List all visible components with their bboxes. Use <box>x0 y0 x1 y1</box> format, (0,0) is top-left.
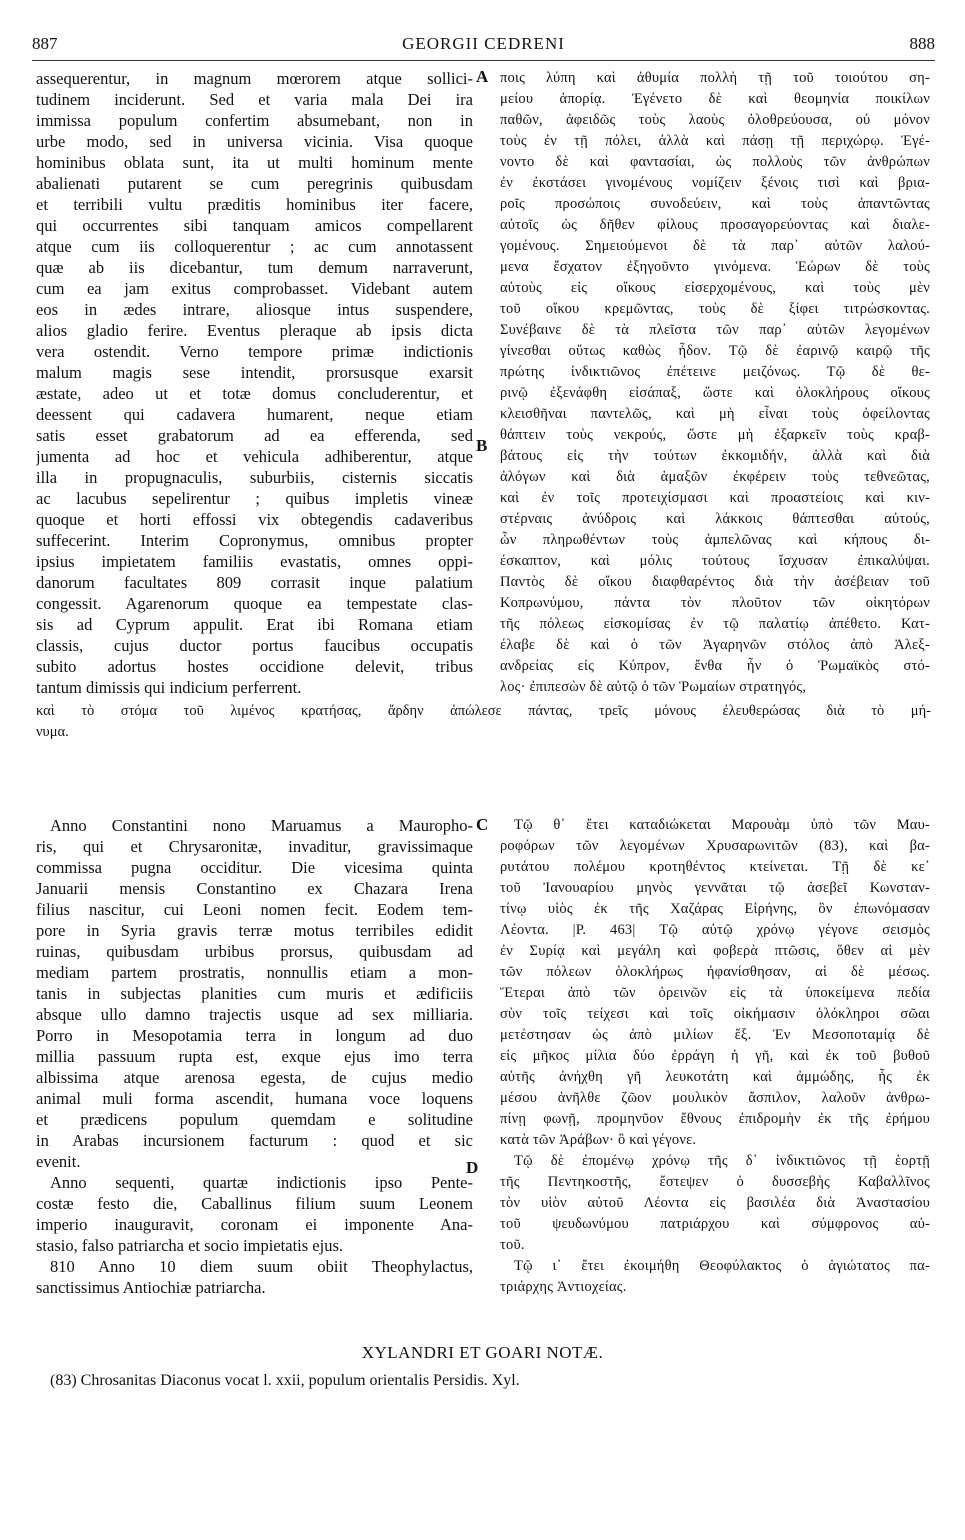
text-line: in Arabas incursionem facturum : quod et sic <box>36 1131 473 1150</box>
page-number-left: 887 <box>32 34 58 53</box>
page-number-right: 888 <box>909 34 935 53</box>
marker-c: C <box>476 815 489 834</box>
text-line: eos in ædes intrare, aliosque intus suspendere, <box>36 300 473 319</box>
text-line: μενα ἔσχατον ἐξηγοῦντο γινόμενα. Ἑώρων δὲ τοὺς <box>500 259 930 275</box>
text-line: Τῷ θ᾽ ἔτει καταδιώκεται Μαρουὰμ ὑπὸ τῶν Μαυ- <box>514 817 930 833</box>
text-line: πρώτης ἰνδικτιῶνος ἐπέτεινε μειζόνως. Τῷ δὲ θε- <box>500 364 930 380</box>
text-line: mediam partem prostratis, nonnullis etiam a mon- <box>36 963 473 982</box>
text-line: millia passuum rupta est, exque ejus imo terra <box>36 1047 473 1066</box>
text-line: γομένους. Σημειούμενοι δὲ τὰ παρ᾽ αὐτῶν λαλού- <box>500 238 930 254</box>
text-line: tudinem inciderunt. Sed et varia mala Dei ira <box>36 90 473 109</box>
text-line: tanis in subjectas planities cum muris et ædificiis <box>36 984 473 1003</box>
text-line: Januarii mensis Constantino ex Chazara Irena <box>36 879 473 898</box>
text-line: Λέοντα. |P. 463| Τῷ αὐτῷ χρόνῳ γέγονε σεισμὸς <box>500 922 930 938</box>
text-line: tantum dimissis qui indicium perferrent. <box>36 678 302 697</box>
text-line: filius nascitur, cui Leoni nomen fecit. Eodem tem- <box>36 900 473 919</box>
text-line: Κοπρωνύμου, πάντα τὸν πλοῦτον τῶν οἰκητόρων <box>500 595 930 611</box>
text-line: ἐν ἐκστάσει γινομένους νομίζειν ξένοις τισὶ καὶ βρια- <box>500 175 930 191</box>
text-line: ρινῷ ἐξενάφθη εἰσάπαξ, ὥστε καὶ ὁλοκλήρους οἴκους <box>500 385 930 401</box>
text-line: θάπτειν τοὺς νεκρούς, ὥστε μὴ ἐξαρκεῖν τοὺς κραβ- <box>500 427 930 443</box>
text-line: Anno sequenti, quartæ indictionis ipso Pente- <box>50 1173 473 1192</box>
text-line: μέσου ἀνῆλθε ζῶον μουλικὸν ἄσπιλον, λαλοῦν ἀνθρω- <box>500 1090 930 1106</box>
text-line: ροῖς προσώποις συνοδεύειν, καὶ τοὺς ἀπαντῶντας <box>500 196 930 212</box>
text-line: ὧν πληρωθέντων τοὺς ἀμπελῶνας καὶ κήπους δι- <box>500 532 930 548</box>
text-line: animal muli forma ascendit, humana voce loquens <box>36 1089 473 1108</box>
text-line: atque cum iis colloquerentur ; ac cum annotassent <box>36 237 473 256</box>
text-line: παθῶν, ἀφειδῶς τοὺς λαοὺς ὀλοθρεύουσα, οὐ μόνον <box>500 112 930 128</box>
text-line: quæ ab iis dicebantur, tum demum narraverunt, <box>36 258 473 277</box>
text-line: Τῷ ι᾽ ἔτει ἐκοιμήθη Θεοφύλακτος ὁ ἁγιώτατος πα- <box>514 1258 930 1274</box>
latin-column-bottom <box>36 815 473 1298</box>
marker-d: D <box>466 1158 479 1177</box>
text-line: costæ festo die, Caballinus filium suum Leonem <box>36 1194 473 1213</box>
text-line: μείου ἀπορίᾳ. Ἐγένετο δὲ καὶ θεομηνία ποικίλων <box>500 91 930 107</box>
text-line: τὸν υἱὸν αὐτοῦ Λέοντα εἰς βασιλέα διὰ Ἀναστασίου <box>500 1195 930 1211</box>
text-line: albissima atque arenosa egesta, de cujus medio <box>36 1068 473 1087</box>
text-line: immissa populum confertim absumebant, non in <box>36 111 473 130</box>
text-line: μετέστησαν ὡς ἀπὸ μιλίων ἕξ. Ἐν Μεσοποταμίᾳ δὲ <box>500 1027 930 1043</box>
text-line: τῆς πόλεως εἰσκομίσας ἐν τῷ παλατίῳ ἀπέθετο. Κατ- <box>500 616 930 632</box>
text-line: sis ad Cyprum appulit. Erat ibi Romana etiam <box>36 615 473 634</box>
text-line: jumenta ad hoc et vehicula adhiberentur, atque <box>36 447 473 466</box>
text-line: æstate, adeo ut et totæ domus concluderentur, et <box>36 384 473 403</box>
text-line: alios gladio ferire. Eventus pleraque ab ipsis dicta <box>36 321 473 340</box>
text-line: τῶν πόλεων ὁλοκλήρως ἠφανίσθησαν, αἱ δὲ μέσως. <box>500 964 930 980</box>
text-line: ac lacubus sepelirentur ; quibus impletis vineæ <box>36 489 473 508</box>
text-line: absque ullo damno trajectis usque ad sex milliaria. <box>36 1005 473 1024</box>
text-line: qui occurrentes sibi tanquam amicos compellarent <box>36 216 473 235</box>
text-line: νυμα. <box>36 724 69 740</box>
text-line: ρυτάτου πολέμου κροτηθέντος κτείνεται. Τῇ δὲ κε᾽ <box>500 859 930 875</box>
text-line: vera ostendit. Verno tempore primæ indictionis <box>36 342 473 361</box>
text-line: καὶ τὸ στόμα τοῦ λιμένος κρατήσας, ἄρδην ἀπώλεσε πάντας, τρεῖς μόνους ἐλευθερώσας διὰ τὸ μή- <box>36 703 931 719</box>
text-line: congessit. Agarenorum quoque ea tempestate clas- <box>36 594 473 613</box>
header-rule <box>32 60 935 61</box>
text-line: τῆς Πεντηκοστῆς, ἔστεψεν ὁ δυσσεβὴς Καβαλλῖνος <box>500 1174 930 1190</box>
text-line: ἐν Συρίᾳ καὶ μεγάλη καὶ φοβερὰ πτῶσις, ὅθεν αἱ μὲν <box>500 943 930 959</box>
text-line: commissa pugna occiditur. Die vicesima quinta <box>36 858 473 877</box>
text-line: Τῷ δὲ ἐπομένῳ χρόνῳ τῆς δ᾽ ἰνδικτιῶνος τῇ ἑορτῇ <box>514 1153 930 1169</box>
text-line: ανδρείας εἰς Κύπρον, ἔνθα ἦν ὁ Ῥωμαϊκὸς στό- <box>500 658 930 674</box>
text-line: evenit. <box>36 1152 81 1171</box>
text-line: quoque et horti effossi vix obtegendis cadaveribus <box>36 510 473 529</box>
text-line: τίνῳ υἱὸς ἐκ τῆς Χαζάρας Εἰρήνης, ὃν ἐπωνόμασαν <box>500 901 930 917</box>
text-line: 810 Anno 10 diem suum obiit Theophylactus, <box>50 1257 473 1276</box>
text-line: τοὺς ἐν τῇ πόλει, ἀλλὰ καὶ πάσῃ τῇ περιχώρῳ. Ἐγέ- <box>500 133 930 149</box>
text-line: Ἕτεραι ἀπὸ τῶν ὀρεινῶν εἰς τὰ ὑποκείμενα πεδία <box>500 985 930 1001</box>
text-line: αὐτοῖς ὡς δῆθεν φίλους προσαγορεύοντας καὶ διαλε- <box>500 217 930 233</box>
greek-column-top <box>500 68 930 698</box>
text-line: stasio, falso patriarcha et socio impietatis ejus. <box>36 1236 343 1255</box>
text-line: ris, qui et Chrysaronitæ, invaditur, gravissimaque <box>36 837 473 856</box>
greek-full-width <box>36 701 931 743</box>
text-line: Porro in Mesopotamia terra in longum ad duo <box>36 1026 473 1045</box>
text-line: βάτους εἰς τὴν τούτων ἐκκομιδήν, ἀλλὰ καὶ διὰ <box>500 448 930 464</box>
text-line: εἰς μῆκος μίλια δύο ἐρράγη ἡ γῆ, καὶ ἐκ τοῦ βυθοῦ <box>500 1048 930 1064</box>
text-line: Συνέβαινε δὲ τὰ πλεῖστα τῶν παρ᾽ αὐτῶν λεγομένων <box>500 322 930 338</box>
running-title: GEORGII CEDRENI <box>402 34 565 53</box>
text-line: λος· ἐπιπεσὼν δὲ αὐτῷ ὁ τῶν Ῥωμαίων στρατηγός, <box>500 679 807 695</box>
text-line: αὐτοὺς εἰς οἴκους εἰσερχομένους, καὶ τοὺς μὲν <box>500 280 930 296</box>
text-line: έσκαπτον, καὶ μόλις τούτους ἴσχυσαν ἐπικαλύψαι. <box>500 553 930 569</box>
text-line: Anno Constantini nono Maruamus a Mauropho- <box>50 816 473 835</box>
text-line: τοῦ Ἰανουαρίου μηνὸς γεννᾶται τῷ ἀσεβεῖ Κωνσταν- <box>500 880 930 896</box>
text-line: Παντὸς δὲ οἴκου διαφθαρέντος διὰ τὴν ἀσέβειαν τοῦ <box>500 574 930 590</box>
text-line: illa in propugnaculis, suburbiis, cisternis siccatis <box>36 468 473 487</box>
text-line: πίνῃ φωνῇ, προμηνῦον ἔθνους ἐπιδρομὴν ἐκ τῆς ἐρήμου <box>500 1111 930 1127</box>
text-line: τοῦ. <box>500 1237 525 1253</box>
text-line: κατὰ τῶν Ἀράβων· ὃ καὶ γέγονε. <box>500 1132 697 1148</box>
text-line: στέρναις ἀνύδροις καὶ λάκκοις θάπτεσθαι αὐτούς, <box>500 511 930 527</box>
text-line: danorum facultates 809 corrasit inque palatium <box>36 573 473 592</box>
notes-heading: XYLANDRI ET GOARI NOTÆ. <box>361 1343 604 1362</box>
greek-column-bottom <box>500 815 930 1298</box>
text-line: ἀλόγων καὶ διὰ ἁμαξῶν ἐκφέρειν τοὺς τεθνεῶτας, <box>500 469 930 485</box>
text-line: et terribili vultu præditis hominibus iter facere, <box>36 195 473 214</box>
text-line: subito adortus hostes occidione delevit, tribus <box>36 657 473 676</box>
latin-column-top <box>36 68 473 698</box>
text-line: imperio inauguravit, coronam ei imponente Ana- <box>36 1215 473 1234</box>
text-line: satis esset grabatorum ad ea efferenda, sed <box>36 426 473 445</box>
text-line: abalienati putarent se cum peregrinis quibusdam <box>36 174 473 193</box>
text-line: γίνεσθαι οὕτως καθὼς ἦδον. Τῷ δὲ ἐαρινῷ καιρῷ τῆς <box>500 343 930 359</box>
text-line: τριάρχης Ἀντιοχείας. <box>500 1279 627 1295</box>
text-line: ποις λύπη καὶ ἀθυμία πολλὴ τῇ τοῦ τοιούτου ση- <box>500 70 930 86</box>
marker-a: A <box>476 67 489 86</box>
text-line: classis, cujus ductor portus faucibus occupatis <box>36 636 473 655</box>
text-line: σὺν τοῖς τείχεσι καὶ τοῖς οἰκήμασιν ὁλόκληροι σῶαι <box>500 1006 930 1022</box>
text-line: suffecerint. Interim Copronymus, omnibus propter <box>36 531 473 550</box>
text-line: αὐτῆς ἀνήχθη γῆ λευκοτάτη καὶ ἀμμώδης, ἧς ἐκ <box>500 1069 930 1085</box>
text-line: κλεισθῆναι παντελῶς, καὶ μὴ εἶναι τοὺς ὀφείλοντας <box>500 406 930 422</box>
text-line: pore in Syria gravis terræ motus terribiles edidit <box>36 921 473 940</box>
text-line: malum magis sese intendit, prorsusque exarsit <box>36 363 473 382</box>
text-line: et prædicens populum quemdam e solitudine <box>36 1110 473 1129</box>
text-line: assequerentur, in magnum mœrorem atque sollici- <box>36 69 473 88</box>
text-line: ruinas, quibusdam urbibus prorsus, quibusdam ad <box>36 942 473 961</box>
running-header <box>32 34 935 58</box>
footnote-83: (83) Chrosanitas Diaconus vocat l. xxii, populum orientalis Persidis. Xyl. <box>50 1372 520 1389</box>
text-line: τοῦ οἴκου κρεμῶντας, τοὺς δὲ ξίφει τιτρώσκοντας. <box>500 301 930 317</box>
marker-b: B <box>476 436 488 455</box>
text-line: cum ea jam exitus comprobasset. Videbant autem <box>36 279 473 298</box>
text-line: τοῦ ψευδωνύμου πατριάρχου καὶ σύμφρονος αὐ- <box>500 1216 930 1232</box>
text-line: νοντο δὲ καὶ φαντασίαι, ὡς πολλοὺς τῶν ἀνθρώπων <box>500 154 930 170</box>
text-line: sanctissimus Antiochiæ patriarcha. <box>36 1278 266 1297</box>
text-line: urbe modo, sed in universa vicinia. Visa quoque <box>36 132 473 151</box>
text-line: έλαβε δὲ καὶ ὁ τῶν Ἀγαρηνῶν στόλος ἀπὸ Ἀλεξ- <box>500 637 930 653</box>
text-line: ροφόρων τῶν λεγομένων Χρυσαρωνιτῶν (83), καὶ βα- <box>500 838 930 854</box>
text-line: καὶ ἐν τοῖς προτειχίσμασι καὶ προαστείοις καὶ κιν- <box>500 490 930 506</box>
text-line: ipsius impietatem familiis evastatis, omnes oppi- <box>36 552 473 571</box>
text-line: hominibus oblata sunt, ita ut multi hominum mente <box>36 153 473 172</box>
text-line: deessent qui cadavera humarent, neque etiam <box>36 405 473 424</box>
